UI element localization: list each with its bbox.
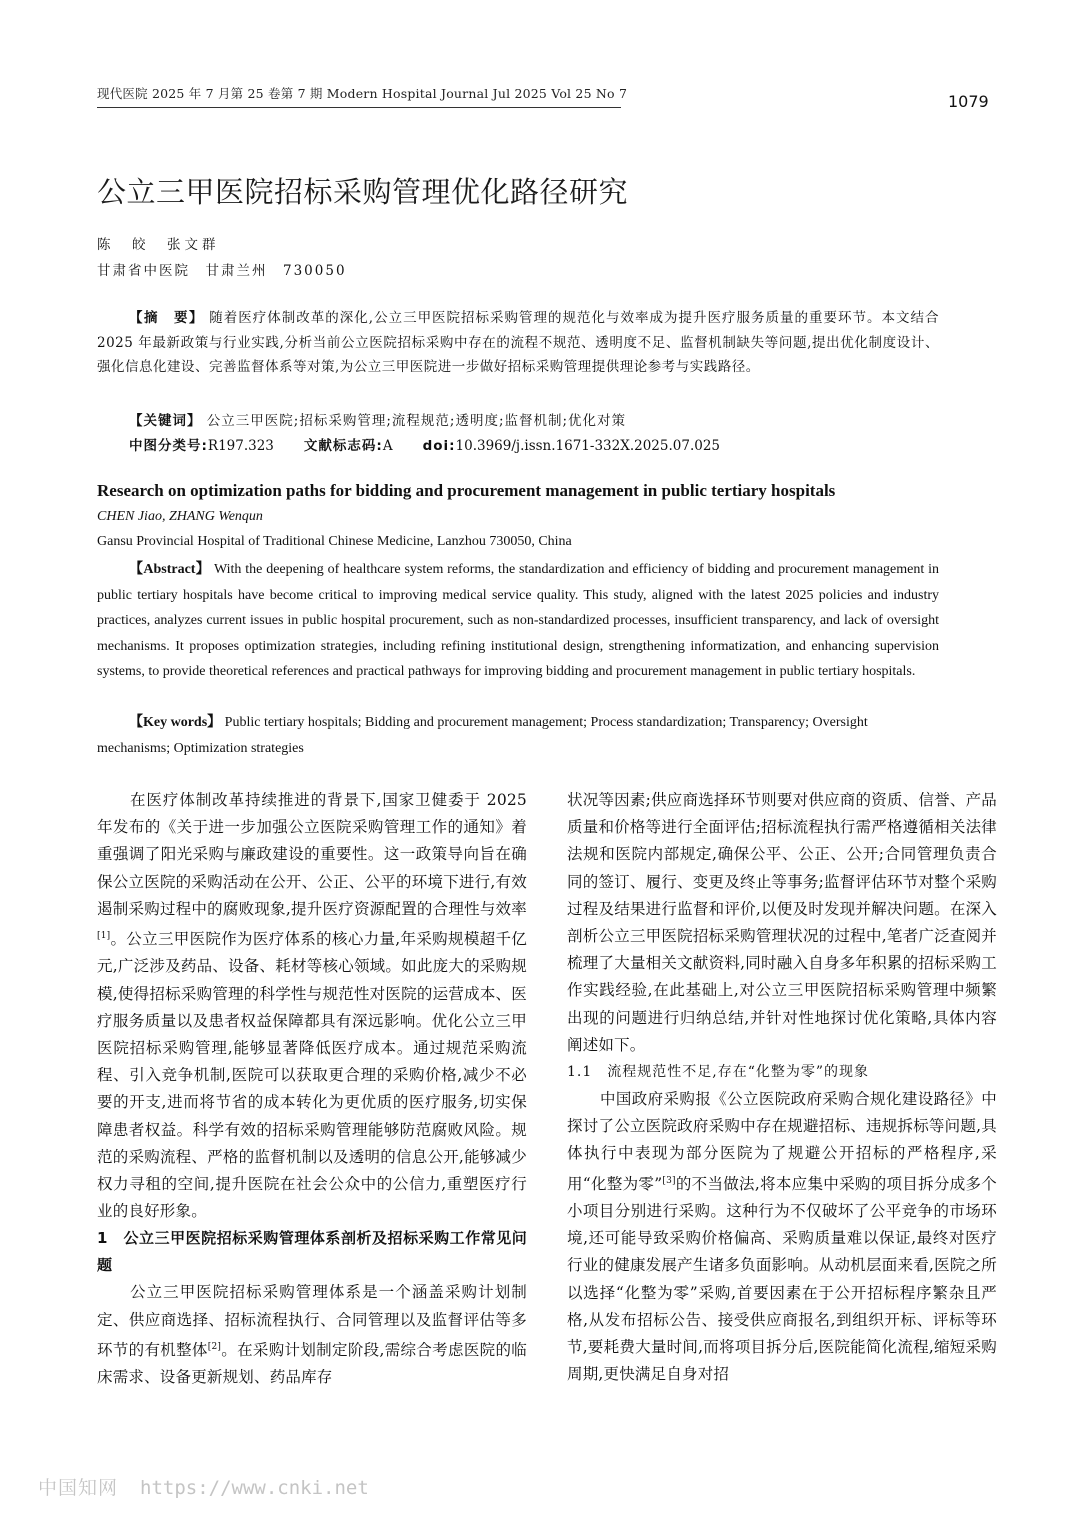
abstract-en bbox=[97, 557, 939, 685]
section-1-heading: 1 公立三甲医院招标采购管理体系剖析及招标采购工作常见问题 bbox=[97, 1229, 527, 1275]
section-1-paragraph: 公立三甲医院招标采购管理体系是一个涵盖采购计划制定、供应商选择、招标流程执行、合同管理以及监督评估等多环节的有机整体[2]。在采购计划制定阶段,需综合考虑医院的临床需求、设备更新规划、药品库存 bbox=[97, 1283, 527, 1387]
abstract-en-label: 【Abstract】 bbox=[129, 562, 211, 577]
authors: 陈 皎 张文群 bbox=[97, 237, 220, 253]
citation-3[interactable]: [3] bbox=[662, 1175, 676, 1186]
doi-label: doi: bbox=[422, 438, 456, 454]
abstract-cn bbox=[97, 306, 939, 380]
page-number: 1079 bbox=[948, 92, 989, 111]
clc-value: R197.323 bbox=[207, 438, 274, 454]
keywords-cn-text: 公立三甲医院;招标采购管理;流程规范;透明度;监督机制;优化对策 bbox=[206, 413, 627, 429]
section-1-1-paragraph: 中国政府采购报《公立医院政府采购合规化建设路径》中探讨了公立医院政府采购中存在规避招标、违规拆标等问题,具体执行中表现为部分医院为了规避公开招标的严格程序,采用“化整为零”[3]的不当做法,将本应集中采购的项目拆分成多个小项目分别进行采购。这种行为不仅破坏了公平竞争的市场环境,还可能导致采购价格偏高、采购质量难以保证,最终对医疗行业的健康发展产生诸多负面影响。从动机层面来看,医院之所以选择“化整为零”采购,首要因素在于公开招标程序繁杂且严格,从发布招标公告、接受供应商报名,到组织开标、评标等环节,要耗费大量时间,而将项目拆分后,医院能简化流程,缩短采购周期,更快满足自身对招 bbox=[567, 1090, 998, 1384]
watermark-url: https://www.cnki.net bbox=[140, 1477, 369, 1499]
watermark-cn: 中国知网 bbox=[38, 1477, 119, 1499]
keywords-cn bbox=[129, 409, 626, 429]
citation-2[interactable]: [2] bbox=[207, 1341, 222, 1352]
continued-paragraph: 状况等因素;供应商选择环节则要对供应商的资质、信誉、产品质量和价格等进行全面评估;招标流程执行需严格遵循相关法律法规和医院内部规定,确保公平、公正、公开;合同管理负责合同的签订、履行、变更及终止等事务;监督评估环节对整个采购过程及结果进行监督和评价,以便及时发现并解决问题。在深入剖析公立三甲医院招标采购管理状况的过程中,笔者广泛查阅并梳理了大量相关文献资料,同时融入自身多年积累的招标采购工作实践经验,在此基础上,对公立三甲医院招标采购管理中频繁出现的问题进行归纳总结,并针对性地探讨优化策略,具体内容阐述如下。 bbox=[567, 791, 997, 1054]
keywords-en-label: 【Key words】 bbox=[129, 715, 222, 730]
clc-label: 中图分类号: bbox=[129, 438, 208, 454]
keywords-en-text: Public tertiary hospitals; Bidding and procurement management; Process standardization; Transparency; Oversight mechanisms; Optimization strategies bbox=[97, 715, 868, 756]
intro-paragraph: 在医疗体制改革持续推进的背景下,国家卫健委于 2025 年发布的《关于进一步加强公立医院采购管理工作的通知》着重强调了阳光采购与廉政建设的重要性。这一政策导向旨在确保公立医院的采购活动在公开、公正、公平的环境下进行,有效遏制采购过程中的腐败现象,提升医疗资源配置的合理性与效率[1]。公立三甲医院作为医疗体系的核心力量,年采购规模超千亿元,广泛涉及药品、设备、耗材等核心领域。如此庞大的采购规模,使得招标采购管理的科学性与规范性对医院的运营成本、医疗服务质量以及患者权益保障都具有深远影响。优化公立三甲医院招标采购管理,能够显著降低医疗成本。通过规范采购流程、引入竞争机制,医院可以获取更合理的采购价格,减少不必要的开支,进而将节省的成本转化为更优质的医疗服务,切实保障患者权益。科学有效的招标采购管理能够防范腐败风险。规范的采购流程、严格的监督机制以及透明的信息公开,能够减少权力寻租的空间,提升医院在社会公众中的公信力,重塑医疗行业的良好形象。 bbox=[97, 791, 527, 1221]
abstract-cn-label: 【摘 要】 bbox=[129, 310, 204, 326]
classification-line bbox=[129, 434, 720, 454]
running-header: 现代医院 2025 年 7 月第 25 卷第 7 期 Modern Hospital Journal Jul 2025 Vol 25 No 7 bbox=[97, 84, 621, 108]
abstract-cn-text: 随着医疗体制改革的深化,公立三甲医院招标采购管理的规范化与效率成为提升医疗服务质量的重要环节。本文结合 2025 年最新政策与行业实践,分析当前公立医院招标采购中存在的流程不规范、透明度不足、监督机制缺失等问题,提出优化制度设计、强化信息化建设、完善监督体系等对策,为公立三甲医院进一步做好招标采购管理提供理论参考与实践路径。 bbox=[97, 310, 940, 375]
english-affiliation: Gansu Provincial Hospital of Traditional Chinese Medicine, Lanzhou 730050, China bbox=[97, 534, 572, 549]
section-1-1-heading: 1.1 流程规范性不足,存在“化整为零”的现象 bbox=[567, 1064, 870, 1081]
citation-1[interactable]: [1] bbox=[97, 931, 111, 942]
doc-code-label: 文献标志码: bbox=[303, 438, 383, 454]
doc-code-value: A bbox=[382, 438, 393, 454]
paper-title: 公立三甲医院招标采购管理优化路径研究 bbox=[97, 175, 629, 209]
body-column-left bbox=[97, 787, 527, 1391]
english-title: Research on optimization paths for bidding and procurement management in public tertiary hospitals bbox=[97, 481, 836, 500]
affiliation: 甘肃省中医院 甘肃兰州 730050 bbox=[97, 263, 347, 279]
english-authors: CHEN Jiao, ZHANG Wenqun bbox=[97, 509, 263, 524]
keywords-en bbox=[97, 710, 939, 761]
cnki-watermark bbox=[38, 1473, 369, 1500]
doi-value: 10.3969/j.issn.1671-332X.2025.07.025 bbox=[455, 438, 721, 454]
body-column-right bbox=[567, 787, 997, 1388]
abstract-en-text: With the deepening of healthcare system reforms, the standardization and efficiency of bidding and procurement management in public tertiary hospitals have become critical to improving medical service quality. This study, aligned with the latest 2025 policies and industry practices, analyzes current issues in public hospital procurement, such as non-standardized processes, insufficient transparency, and lack of oversight mechanisms. It proposes optimization strategies, including refining institutional design, strengthening informatization, and enhancing supervision systems, to provide theoretical references and practical pathways for improving bidding and procurement management in public tertiary hospitals. bbox=[97, 562, 940, 679]
keywords-cn-label: 【关键词】 bbox=[129, 413, 202, 429]
